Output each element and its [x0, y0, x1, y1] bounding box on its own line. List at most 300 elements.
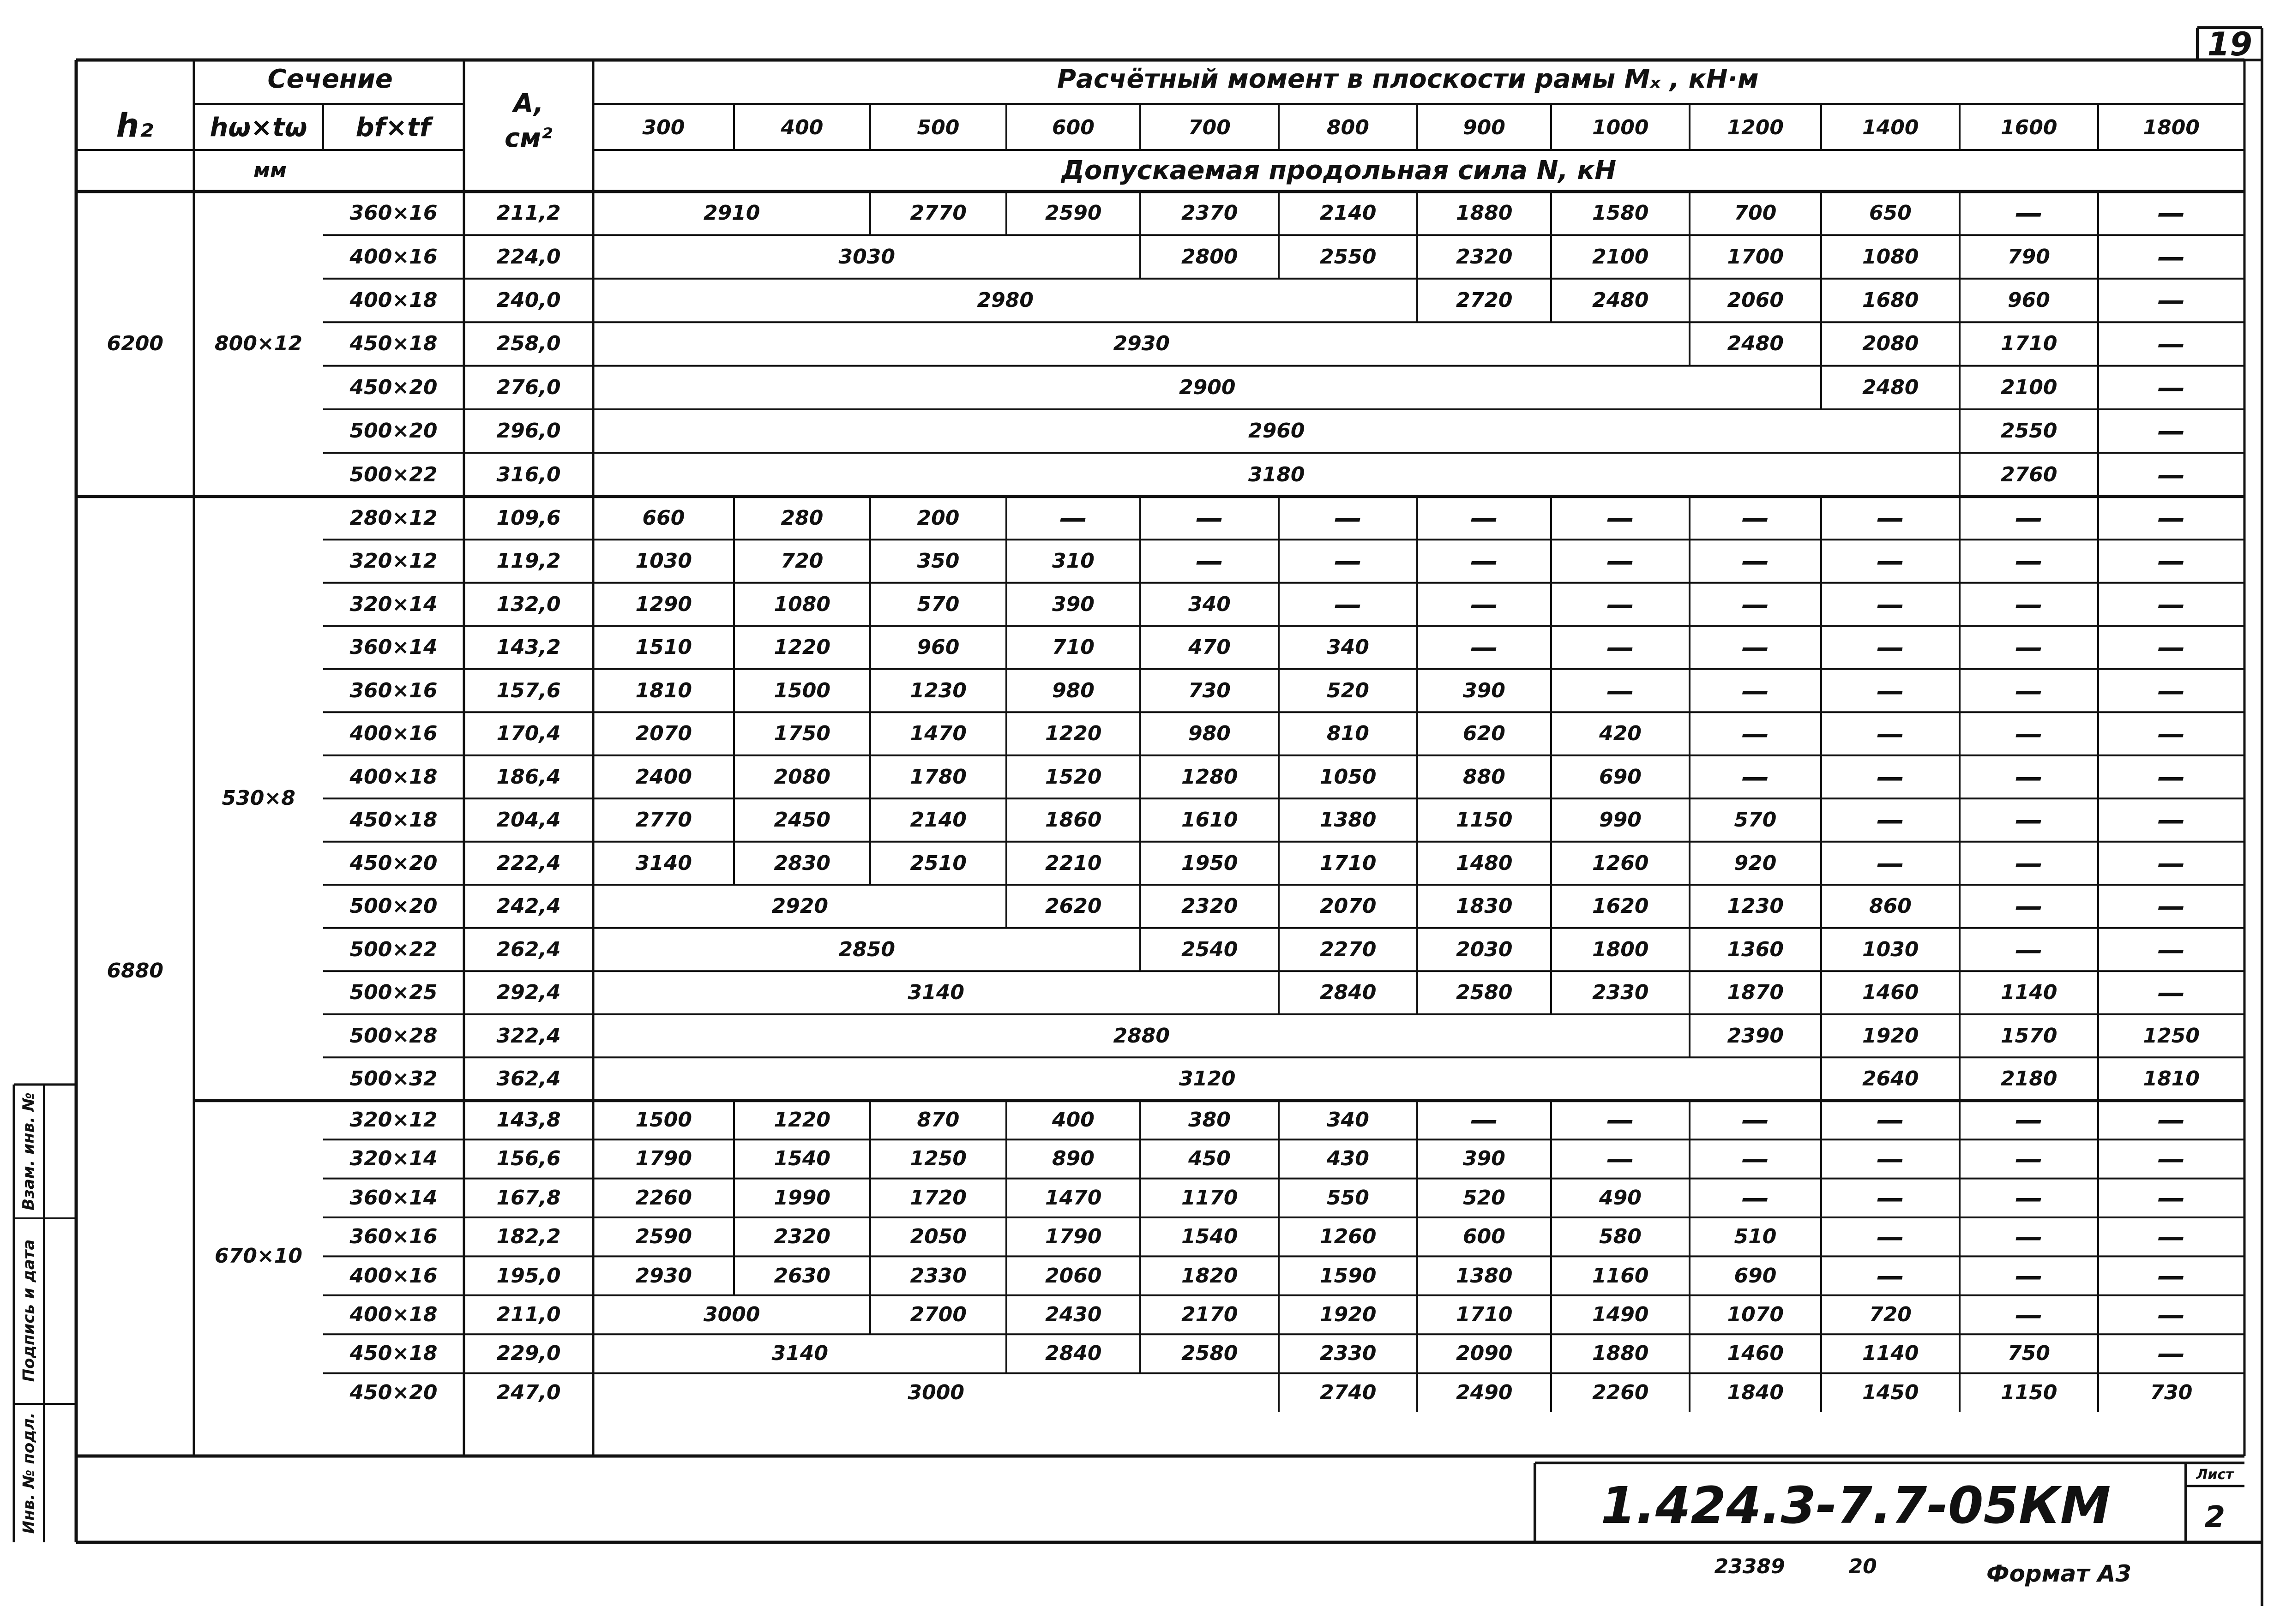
force-cell: — — [1334, 502, 1362, 534]
force-cell: 420 — [1599, 722, 1642, 746]
force-cell: — — [2015, 197, 2043, 230]
force-cell: 1150 — [1456, 808, 1513, 832]
force-cell: 1810 — [2143, 1067, 2200, 1091]
moment-col-header: 400 — [781, 116, 824, 139]
force-cell: 2640 — [1862, 1067, 1919, 1091]
force-cell: 1170 — [1181, 1186, 1238, 1210]
force-cell: — — [2015, 588, 2043, 621]
force-cell: — — [2015, 718, 2043, 750]
force-cell: — — [2157, 761, 2185, 793]
force-cell: 1920 — [1862, 1024, 1919, 1048]
moment-col-header: 700 — [1188, 116, 1231, 139]
force-cell: 1540 — [774, 1147, 830, 1171]
force-cell: 1920 — [1320, 1303, 1377, 1326]
flange-size-value: 400×18 — [349, 288, 438, 312]
force-cell: — — [2015, 1181, 2043, 1214]
moment-col-header: 1000 — [1592, 116, 1649, 139]
area-unit: см² — [505, 123, 553, 153]
area-value: 156,6 — [496, 1147, 561, 1171]
force-cell: 310 — [1052, 549, 1095, 573]
force-cell: 2590 — [1045, 201, 1102, 225]
force-cell: 380 — [1188, 1108, 1231, 1132]
force-cell: — — [1741, 588, 1769, 621]
flange-size-value: 450×18 — [349, 332, 438, 356]
force-cell: 340 — [1327, 1108, 1369, 1132]
force-cell: 2910 — [704, 201, 760, 225]
force-cell: — — [1741, 1104, 1769, 1136]
flange-size-value: 500×22 — [349, 462, 438, 486]
force-cell: 1250 — [910, 1147, 967, 1171]
force-cell: 390 — [1052, 592, 1095, 616]
force-cell: 340 — [1188, 592, 1231, 616]
flange-size-value: 500×22 — [349, 937, 438, 961]
force-cell: — — [2015, 545, 2043, 578]
force-cell: — — [2015, 804, 2043, 837]
force-cell: 2080 — [1862, 332, 1919, 356]
force-cell: — — [2015, 933, 2043, 966]
force-cell: — — [2015, 890, 2043, 923]
web-size-value: 530×8 — [222, 786, 295, 810]
area-value: 362,4 — [496, 1067, 561, 1091]
force-cell: — — [1741, 502, 1769, 534]
force-cell: 2430 — [1045, 1303, 1102, 1326]
force-cell: 2270 — [1320, 937, 1377, 961]
area-value: 211,2 — [496, 201, 561, 225]
force-cell: — — [2015, 847, 2043, 880]
force-cell: 1470 — [910, 722, 967, 746]
force-cell: 1070 — [1727, 1303, 1784, 1326]
flange-size-value: 500×32 — [349, 1067, 438, 1091]
force-cell: 1880 — [1456, 201, 1513, 225]
area-value: 316,0 — [496, 462, 561, 486]
force-cell: 2830 — [774, 851, 830, 875]
inventory-number: 23389 — [1714, 1555, 1785, 1578]
side-stamp-inv-no: Инв. № подл. — [19, 1412, 38, 1534]
force-cell: 2180 — [2001, 1067, 2057, 1091]
force-cell: 1580 — [1592, 201, 1649, 225]
force-cell: — — [2157, 458, 2185, 491]
force-cell: 2260 — [635, 1186, 692, 1210]
force-cell: — — [2157, 415, 2185, 448]
force-cell: 2170 — [1181, 1303, 1238, 1326]
force-cell: 3140 — [635, 851, 692, 875]
force-cell: — — [2157, 1104, 2185, 1136]
force-cell: 1710 — [1456, 1303, 1513, 1326]
force-cell: 960 — [2008, 288, 2050, 312]
force-cell: — — [2015, 674, 2043, 707]
force-cell: 1460 — [1862, 981, 1919, 1005]
force-cell: — — [2157, 284, 2185, 317]
area-value: 262,4 — [496, 937, 561, 961]
force-cell: 1250 — [2143, 1024, 2200, 1048]
force-cell: 700 — [1734, 201, 1777, 225]
force-cell: 750 — [2008, 1342, 2050, 1366]
force-cell: 1820 — [1181, 1264, 1238, 1288]
force-cell: 2100 — [1592, 245, 1649, 269]
side-stamp-signature: Подпись и дата — [19, 1239, 38, 1382]
area-value: 258,0 — [496, 332, 561, 356]
force-cell: 1260 — [1592, 851, 1649, 875]
force-cell: — — [2015, 761, 2043, 793]
force-cell: 2480 — [1727, 332, 1784, 356]
force-cell: 1610 — [1181, 808, 1238, 832]
flange-size-value: 450×20 — [349, 851, 438, 875]
force-cell: 2320 — [1456, 245, 1513, 269]
flange-size-value: 400×18 — [349, 765, 438, 789]
force-cell: 2400 — [635, 765, 692, 789]
force-cell: — — [1741, 674, 1769, 707]
force-cell: 3000 — [908, 1380, 964, 1404]
force-cell: — — [1334, 545, 1362, 578]
force-cell: 520 — [1463, 1186, 1505, 1210]
force-cell: 690 — [1734, 1264, 1777, 1288]
force-cell: 3030 — [838, 245, 895, 269]
force-cell: — — [2015, 1299, 2043, 1331]
force-cell: — — [1741, 761, 1769, 793]
force-cell: 390 — [1463, 1147, 1505, 1171]
area-value: 109,6 — [496, 506, 561, 530]
area-value: 292,4 — [496, 981, 561, 1005]
area-value: 296,0 — [496, 419, 561, 443]
force-cell: 1450 — [1862, 1380, 1919, 1404]
sheet-label: Лист — [2196, 1467, 2234, 1483]
force-cell: — — [1877, 545, 1904, 578]
force-cell: 1680 — [1862, 288, 1919, 312]
force-cell: 980 — [1188, 722, 1231, 746]
force-cell: 2510 — [910, 851, 967, 875]
area-value: 195,0 — [496, 1264, 561, 1288]
h2-value: 6200 — [107, 332, 163, 356]
area-value: 170,4 — [496, 722, 561, 746]
flange-size-value: 400×16 — [349, 1264, 438, 1288]
force-cell: 1710 — [2001, 332, 2057, 356]
moment-col-header: 1600 — [2001, 116, 2057, 139]
force-cell: 2630 — [774, 1264, 830, 1288]
area-value: 276,0 — [496, 375, 561, 399]
force-cell: 1790 — [1045, 1225, 1102, 1249]
force-cell: 2330 — [910, 1264, 967, 1288]
force-cell: — — [1877, 1104, 1904, 1136]
area-value: 119,2 — [496, 549, 561, 573]
force-cell: 2450 — [774, 808, 830, 832]
force-cell: — — [1196, 502, 1223, 534]
force-cell: — — [1741, 545, 1769, 578]
force-cell: 1570 — [2001, 1024, 2057, 1048]
force-cell: 2920 — [771, 894, 828, 918]
flange-size-value: 400×18 — [349, 1303, 438, 1326]
force-cell: — — [1741, 1181, 1769, 1214]
force-cell: — — [1877, 1221, 1904, 1253]
h2-value: 6880 — [107, 959, 163, 983]
flange-size-value: 400×16 — [349, 245, 438, 269]
force-cell: 990 — [1599, 808, 1642, 832]
force-cell: — — [1470, 545, 1498, 578]
flange-size-value: 360×14 — [349, 635, 438, 659]
force-cell: 1220 — [1045, 722, 1102, 746]
flange-size-value: 450×18 — [349, 808, 438, 832]
force-cell: 570 — [1734, 808, 1777, 832]
force-cell: 3140 — [908, 981, 964, 1005]
force-cell: — — [1877, 1259, 1904, 1292]
force-cell: 2880 — [1113, 1024, 1170, 1048]
force-cell: — — [2157, 545, 2185, 578]
force-cell: — — [2015, 1143, 2043, 1175]
force-cell: — — [1877, 718, 1904, 750]
area-value: 247,0 — [496, 1380, 561, 1404]
flange-size-value: 320×12 — [349, 1108, 438, 1132]
force-cell: 2030 — [1456, 937, 1513, 961]
flange-size-value: 360×14 — [349, 1186, 438, 1210]
area-value: 143,8 — [496, 1108, 561, 1132]
force-cell: 520 — [1327, 678, 1369, 702]
force-cell: — — [1059, 502, 1087, 534]
force-cell: 1950 — [1181, 851, 1238, 875]
sheet-number: 2 — [2204, 1500, 2226, 1534]
force-cell: — — [2157, 1337, 2185, 1370]
force-cell: — — [2157, 502, 2185, 534]
force-cell: 1810 — [635, 678, 692, 702]
area-value: 240,0 — [496, 288, 561, 312]
force-cell: 1750 — [774, 722, 830, 746]
moment-col-header: 600 — [1052, 116, 1095, 139]
force-cell: — — [1877, 674, 1904, 707]
force-cell: 1030 — [635, 549, 692, 573]
flange-size-value: 450×20 — [349, 1380, 438, 1404]
force-cell: — — [2157, 1259, 2185, 1292]
force-cell: — — [1606, 1104, 1634, 1136]
force-cell: 2480 — [1592, 288, 1649, 312]
force-cell: 2140 — [1320, 201, 1377, 225]
force-cell: 2580 — [1456, 981, 1513, 1005]
force-cell: — — [2157, 674, 2185, 707]
force-cell: 1230 — [1727, 894, 1784, 918]
units-mm-label: мм — [253, 159, 287, 182]
force-cell: 3120 — [1179, 1067, 1236, 1091]
force-cell: — — [1470, 631, 1498, 664]
force-cell: 450 — [1188, 1147, 1231, 1171]
force-cell: 2850 — [838, 937, 895, 961]
force-cell: 3000 — [704, 1303, 760, 1326]
force-cell: 2320 — [774, 1225, 830, 1249]
force-cell: 1050 — [1320, 765, 1377, 789]
force-cell: 1870 — [1727, 981, 1784, 1005]
section-header: Сечение — [267, 64, 393, 94]
force-cell: 2840 — [1045, 1342, 1102, 1366]
force-cell: 690 — [1599, 765, 1642, 789]
force-cell: 2060 — [1045, 1264, 1102, 1288]
force-cell: 2540 — [1181, 937, 1238, 961]
area-value: 322,4 — [496, 1024, 561, 1048]
force-cell: 1380 — [1320, 808, 1377, 832]
area-value: 224,0 — [496, 245, 561, 269]
force-cell: 1160 — [1592, 1264, 1649, 1288]
flange-size-value: 360×16 — [349, 1225, 438, 1249]
area-value: 222,4 — [496, 851, 561, 875]
force-cell: 2260 — [1592, 1380, 1649, 1404]
page-number: 19 — [2207, 25, 2252, 63]
force-cell: — — [2157, 1299, 2185, 1331]
force-cell: — — [2157, 631, 2185, 664]
area-value: 132,0 — [496, 592, 561, 616]
force-cell: 2320 — [1181, 894, 1238, 918]
force-cell: 2800 — [1181, 245, 1238, 269]
force-cell: 490 — [1599, 1186, 1642, 1210]
force-cell: 200 — [917, 506, 960, 530]
moment-col-header: 300 — [642, 116, 685, 139]
force-cell: 2980 — [977, 288, 1034, 312]
force-cell: 600 — [1463, 1225, 1505, 1249]
force-cell: 1140 — [2001, 981, 2057, 1005]
force-cell: 650 — [1869, 201, 1912, 225]
force-cell: 2060 — [1727, 288, 1784, 312]
force-cell: 1840 — [1727, 1380, 1784, 1404]
flange-size-value: 450×18 — [349, 1342, 438, 1366]
force-cell: 1030 — [1862, 937, 1919, 961]
moment-col-header: 900 — [1463, 116, 1505, 139]
force-cell: 880 — [1463, 765, 1505, 789]
force-cell: — — [2157, 588, 2185, 621]
force-cell: 1540 — [1181, 1225, 1238, 1249]
flange-size-value: 360×16 — [349, 678, 438, 702]
force-cell: — — [1741, 1143, 1769, 1175]
area-value: 229,0 — [496, 1342, 561, 1366]
area-value: 182,2 — [496, 1225, 561, 1249]
force-cell: 960 — [917, 635, 960, 659]
web-size-value: 800×12 — [215, 332, 302, 356]
force-cell: 1480 — [1456, 851, 1513, 875]
h2-header: h₂ — [116, 107, 153, 144]
flange-size-value: 320×12 — [349, 549, 438, 573]
force-cell: 1280 — [1181, 765, 1238, 789]
force-cell: 1220 — [774, 635, 830, 659]
force-cell: 2930 — [635, 1264, 692, 1288]
force-cell: 1500 — [774, 678, 830, 702]
force-cell: 390 — [1463, 678, 1505, 702]
force-cell: 2370 — [1181, 201, 1238, 225]
force-cell: 2840 — [1320, 981, 1377, 1005]
flange-size-value: 500×25 — [349, 981, 438, 1005]
force-cell: — — [2157, 197, 2185, 230]
force-cell: 2050 — [910, 1225, 967, 1249]
area-value: 186,4 — [496, 765, 561, 789]
force-cell: 2620 — [1045, 894, 1102, 918]
force-cell: 790 — [2008, 245, 2050, 269]
force-cell: 2100 — [2001, 375, 2057, 399]
force-cell: 2330 — [1320, 1342, 1377, 1366]
force-cell: — — [1741, 631, 1769, 664]
force-cell: — — [1877, 1181, 1904, 1214]
force-cell: 2960 — [1248, 419, 1305, 443]
force-cell: — — [2157, 718, 2185, 750]
force-cell: 980 — [1052, 678, 1095, 702]
force-cell: 2930 — [1113, 332, 1170, 356]
force-cell: 2700 — [910, 1303, 967, 1326]
force-cell: 1620 — [1592, 894, 1649, 918]
force-cell: 2760 — [2001, 462, 2057, 486]
force-cell: 720 — [781, 549, 824, 573]
force-cell: — — [2157, 977, 2185, 1009]
force-cell: 3140 — [771, 1342, 828, 1366]
force-cell: 2480 — [1862, 375, 1919, 399]
force-cell: 720 — [1869, 1303, 1912, 1326]
force-cell: 570 — [917, 592, 960, 616]
force-cell: 430 — [1327, 1147, 1369, 1171]
force-cell: 1150 — [2001, 1380, 2057, 1404]
force-cell: — — [1334, 588, 1362, 621]
force-cell: — — [1606, 545, 1634, 578]
force-cell: 1260 — [1320, 1225, 1377, 1249]
force-cell: 510 — [1734, 1225, 1777, 1249]
force-cell: 1800 — [1592, 937, 1649, 961]
force-cell: 1220 — [774, 1108, 830, 1132]
force-cell: 1700 — [1727, 245, 1784, 269]
force-cell: — — [2157, 371, 2185, 404]
moment-col-header: 800 — [1327, 116, 1369, 139]
force-cell: 2080 — [774, 765, 830, 789]
force-cell: 1880 — [1592, 1342, 1649, 1366]
force-cell: 730 — [1188, 678, 1231, 702]
area-value: 211,0 — [496, 1303, 561, 1326]
moment-col-header: 1400 — [1862, 116, 1919, 139]
force-cell: 1470 — [1045, 1186, 1102, 1210]
force-cell: 1490 — [1592, 1303, 1649, 1326]
force-cell: 730 — [2150, 1380, 2193, 1404]
force-cell: — — [1877, 502, 1904, 534]
code-number: 20 — [1848, 1555, 1877, 1578]
moment-col-header: 1800 — [2143, 116, 2200, 139]
force-cell: — — [2015, 631, 2043, 664]
force-cell: 2090 — [1456, 1342, 1513, 1366]
force-cell: 1780 — [910, 765, 967, 789]
drawing-designation: 1.424.3-7.7-05КМ — [1600, 1476, 2111, 1535]
force-cell: 1140 — [1862, 1342, 1919, 1366]
flange-size-value: 450×20 — [349, 375, 438, 399]
force-cell: 2070 — [635, 722, 692, 746]
force-cell: 2070 — [1320, 894, 1377, 918]
force-cell: 2590 — [635, 1225, 692, 1249]
force-cell: — — [2015, 1104, 2043, 1136]
force-cell: — — [2157, 933, 2185, 966]
force-cell: 1290 — [635, 592, 692, 616]
flange-size-value: 500×20 — [349, 419, 438, 443]
force-cell: — — [1606, 502, 1634, 534]
force-cell: 550 — [1327, 1186, 1369, 1210]
force-cell: 1860 — [1045, 808, 1102, 832]
force-cell: 2740 — [1320, 1380, 1377, 1404]
force-cell: 2140 — [910, 808, 967, 832]
force-cell: — — [1606, 674, 1634, 707]
format-label: Формат А3 — [1986, 1560, 2132, 1587]
area-value: 157,6 — [496, 678, 561, 702]
force-cell: 920 — [1734, 851, 1777, 875]
moment-col-header: 1200 — [1727, 116, 1784, 139]
flange-size-value: 320×14 — [349, 1147, 438, 1171]
force-cell: 2330 — [1592, 981, 1649, 1005]
force-cell: — — [1470, 502, 1498, 534]
force-cell: 1360 — [1727, 937, 1784, 961]
force-cell: — — [2015, 1221, 2043, 1253]
flange-size-value: 500×20 — [349, 894, 438, 918]
force-cell: — — [2157, 1181, 2185, 1214]
force-cell: — — [1196, 545, 1223, 578]
force-cell: — — [1470, 1104, 1498, 1136]
force-cell: — — [1741, 718, 1769, 750]
force-cell: — — [2157, 847, 2185, 880]
force-cell: — — [1877, 631, 1904, 664]
flange-size-header: bf×tf — [355, 113, 431, 143]
force-cell: 2900 — [1179, 375, 1236, 399]
force-cell: 280 — [781, 506, 824, 530]
